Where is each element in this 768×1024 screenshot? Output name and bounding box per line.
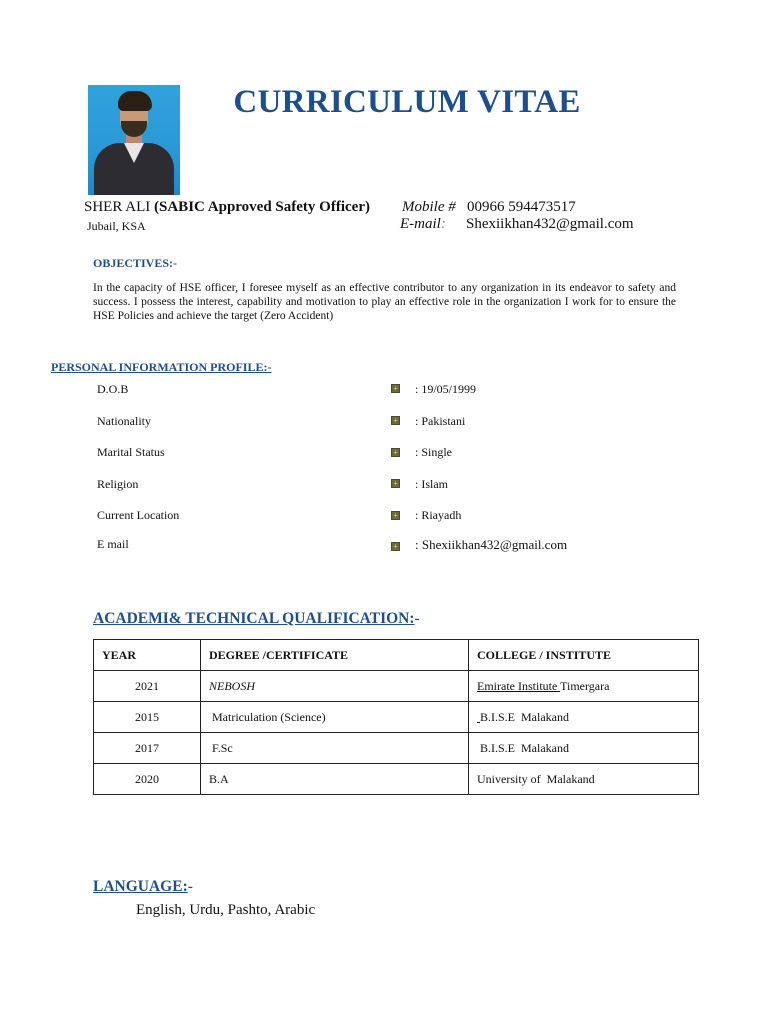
bullet-icon: +	[391, 416, 400, 425]
table-row	[94, 764, 699, 795]
cell-institute	[469, 702, 699, 733]
personal-label-marital-status: Marital Status	[97, 445, 165, 459]
qualification-heading-suffix: -	[414, 610, 420, 627]
cell-degree: B.A	[201, 764, 469, 795]
cell-institute	[469, 671, 699, 702]
objectives-heading: OBJECTIVES:-	[93, 256, 178, 270]
cell-institute-link: Emirate Institute	[477, 678, 561, 693]
table-row	[94, 733, 699, 764]
personal-value-email: : Shexiikhan432@gmail.com	[415, 537, 568, 552]
cell-degree: F.Sc	[201, 733, 469, 764]
email-label-colon: :	[440, 216, 446, 232]
cell-degree-text: NEBOSH	[209, 678, 255, 693]
bullet-icon: +	[391, 448, 400, 457]
qualification-heading-text: ACADEMI& TECHNICAL QUALIFICATION:	[93, 610, 415, 627]
candidate-name-line	[84, 199, 370, 216]
personal-value-dob: : 19/05/1999	[415, 382, 477, 396]
personal-info-heading: PERSONAL INFORMATION PROFILE:-	[51, 360, 272, 374]
cell-degree: Matriculation (Science)	[201, 702, 469, 733]
cell-year: 2015	[94, 702, 201, 733]
cell-year: 2021	[94, 671, 201, 702]
personal-value-religion: : Islam	[415, 477, 448, 491]
personal-label-email: E mail	[97, 537, 129, 551]
language-heading	[93, 878, 193, 896]
mobile-value: 00966 594473517	[467, 199, 576, 215]
bullet-icon: +	[391, 384, 400, 393]
cell-year: 2017	[94, 733, 201, 764]
cell-year: 2020	[94, 764, 201, 795]
cell-institute	[469, 733, 699, 764]
language-list: English, Urdu, Pashto, Arabic	[136, 902, 316, 918]
candidate-location: Jubail, KSA	[87, 219, 146, 233]
language-heading-text: LANGUAGE:	[93, 878, 188, 895]
column-header-year: YEAR	[94, 640, 201, 671]
bullet-icon: +	[391, 542, 400, 551]
qualification-table	[93, 639, 699, 795]
personal-label-nationality: Nationality	[97, 414, 151, 428]
email-label-text: E-mail	[400, 216, 441, 232]
table-row	[94, 671, 699, 702]
personal-label-current-location: Current Location	[97, 508, 180, 522]
table-row	[94, 702, 699, 733]
cell-institute-text: Timergara	[560, 678, 610, 693]
cell-institute	[469, 764, 699, 795]
cell-institute-text: University of Malakand	[477, 771, 595, 786]
email-value: Shexiikhan432@gmail.com	[466, 216, 634, 232]
personal-value-current-location: : Riayadh	[415, 508, 462, 522]
objectives-text: In the capacity of HSE officer, I foresee myself as an effective contributor to any organization in its endeavor to safety and success. I possess the interest, capability and motivation to play an effective role in the organization I work for to ensure the HSE Policies and achieve the target (Zero Accident)	[93, 282, 676, 323]
candidate-name: SHER ALI	[84, 199, 151, 215]
qualification-heading	[93, 610, 420, 628]
personal-value-nationality: : Pakistani	[415, 414, 466, 428]
language-heading-suffix: -	[187, 878, 193, 895]
page-title: CURRICULUM VITAE	[233, 84, 581, 120]
column-header-institute: COLLEGE / INSTITUTE	[469, 640, 699, 671]
personal-value-marital-status: : Single	[415, 445, 453, 459]
personal-label-dob: D.O.B	[97, 382, 129, 396]
table-header-row	[94, 640, 699, 671]
column-header-degree: DEGREE /CERTIFICATE	[201, 640, 469, 671]
personal-label-religion: Religion	[97, 477, 139, 491]
email-label	[400, 216, 446, 233]
cell-institute-text: B.I.S.E Malakand	[480, 709, 569, 724]
cell-institute-text: B.I.S.E Malakand	[477, 740, 569, 755]
bullet-icon: +	[391, 511, 400, 520]
bullet-icon: +	[391, 479, 400, 488]
cell-degree	[201, 671, 469, 702]
mobile-label: Mobile #	[402, 199, 456, 215]
candidate-designation: (SABIC Approved Safety Officer)	[154, 199, 370, 215]
